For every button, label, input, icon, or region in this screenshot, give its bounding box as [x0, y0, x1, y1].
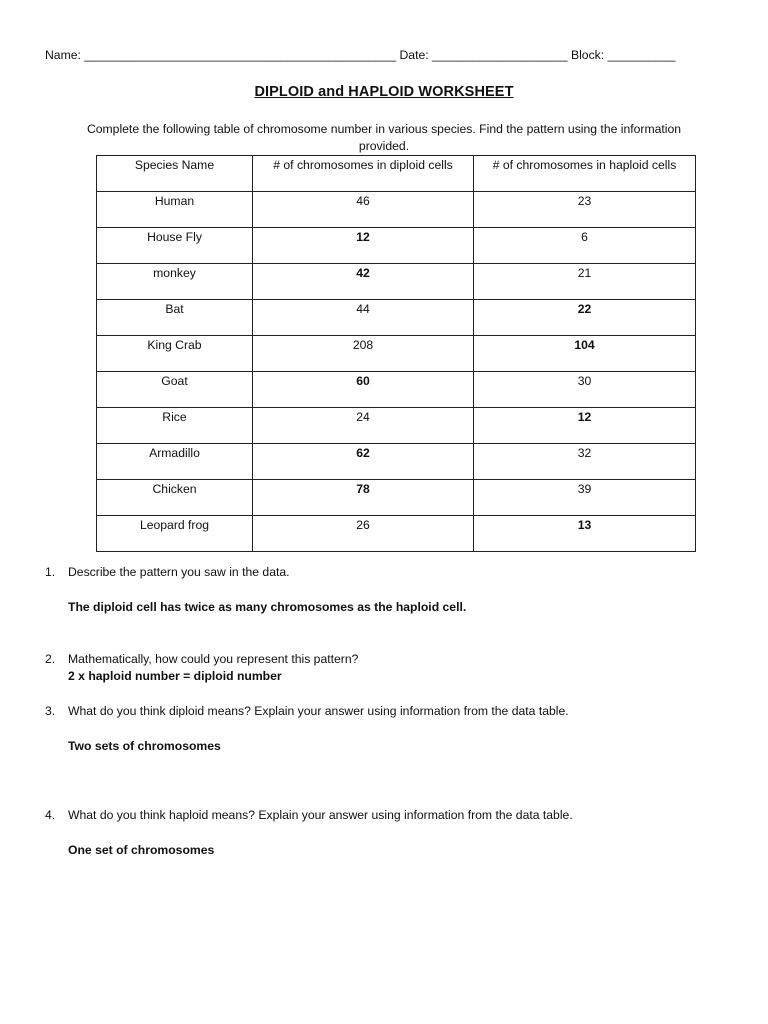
- species-cell: monkey: [97, 264, 253, 300]
- haploid-cell: 39: [474, 480, 696, 516]
- haploid-cell: 32: [474, 444, 696, 480]
- question-number: 3.: [45, 704, 56, 718]
- diploid-cell: 42: [253, 264, 474, 300]
- species-cell: House Fly: [97, 228, 253, 264]
- haploid-cell: 12: [474, 408, 696, 444]
- diploid-cell: 60: [253, 372, 474, 408]
- haploid-cell: 6: [474, 228, 696, 264]
- table-body: [97, 192, 696, 552]
- haploid-cell: 13: [474, 516, 696, 552]
- block-blank[interactable]: __________: [607, 48, 676, 62]
- answer-text[interactable]: 2 x haploid number = diploid number: [68, 669, 282, 683]
- block-label: Block:: [570, 48, 605, 62]
- question-text: Describe the pattern you saw in the data.: [68, 565, 290, 579]
- student-info-line: [45, 47, 725, 63]
- diploid-cell: 46: [253, 192, 474, 228]
- haploid-cell: 23: [474, 192, 696, 228]
- chromosome-table: [96, 155, 696, 552]
- species-cell: King Crab: [97, 336, 253, 372]
- diploid-cell: 44: [253, 300, 474, 336]
- diploid-cell: 12: [253, 228, 474, 264]
- table-row: [97, 480, 696, 516]
- table-row: [97, 372, 696, 408]
- question-number: 1.: [45, 565, 56, 579]
- diploid-cell: 26: [253, 516, 474, 552]
- table-row: [97, 336, 696, 372]
- question-text: Mathematically, how could you represent this pattern?: [68, 652, 359, 666]
- haploid-cell: 21: [474, 264, 696, 300]
- name-blank[interactable]: ______________________________________________: [84, 48, 397, 62]
- haploid-cell: 104: [474, 336, 696, 372]
- question-number: 4.: [45, 808, 56, 822]
- header-species: Species Name: [97, 156, 253, 192]
- question-text: What do you think haploid means? Explain your answer using information from the data table.: [68, 808, 573, 822]
- question-number: 2.: [45, 652, 56, 666]
- question-text: What do you think diploid means? Explain your answer using information from the data table.: [68, 704, 569, 718]
- table-row: [97, 264, 696, 300]
- species-cell: Rice: [97, 408, 253, 444]
- species-cell: Bat: [97, 300, 253, 336]
- species-cell: Armadillo: [97, 444, 253, 480]
- diploid-cell: 62: [253, 444, 474, 480]
- worksheet-title: DIPLOID and HAPLOID WORKSHEET: [254, 84, 514, 100]
- table-header-row: [97, 156, 696, 192]
- answer-text[interactable]: Two sets of chromosomes: [68, 739, 221, 753]
- species-cell: Human: [97, 192, 253, 228]
- name-label: Name:: [45, 48, 81, 62]
- header-diploid: # of chromosomes in diploid cells: [253, 156, 474, 192]
- table-row: [97, 408, 696, 444]
- header-haploid: # of chromosomes in haploid cells: [474, 156, 696, 192]
- date-label: Date:: [399, 48, 429, 62]
- table-row: [97, 228, 696, 264]
- instructions-text: Complete the following table of chromosome number in various species. Find the pattern using the information provided.: [86, 122, 682, 153]
- table-row: [97, 444, 696, 480]
- diploid-cell: 24: [253, 408, 474, 444]
- diploid-cell: 208: [253, 336, 474, 372]
- haploid-cell: 30: [474, 372, 696, 408]
- answer-text[interactable]: The diploid cell has twice as many chromosomes as the haploid cell.: [68, 600, 467, 614]
- diploid-cell: 78: [253, 480, 474, 516]
- species-cell: Goat: [97, 372, 253, 408]
- table-row: [97, 516, 696, 552]
- date-blank[interactable]: ____________________: [432, 48, 568, 62]
- table-row: [97, 300, 696, 336]
- haploid-cell: 22: [474, 300, 696, 336]
- table-row: [97, 192, 696, 228]
- answer-text[interactable]: One set of chromosomes: [68, 843, 215, 857]
- species-cell: Leopard frog: [97, 516, 253, 552]
- species-cell: Chicken: [97, 480, 253, 516]
